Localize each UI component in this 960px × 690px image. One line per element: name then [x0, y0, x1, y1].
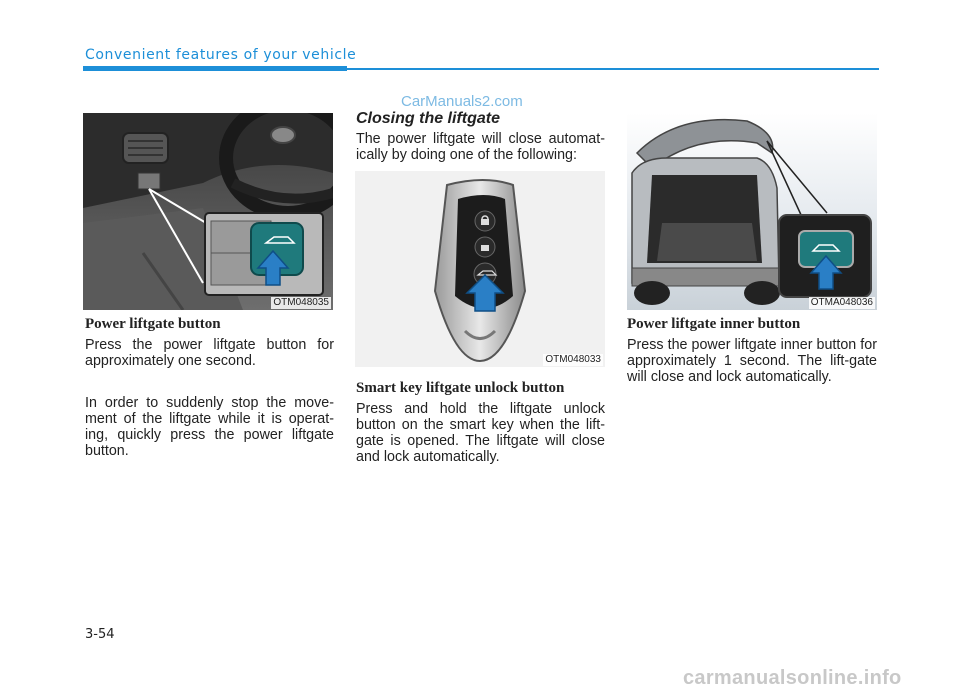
figure-liftgate-inner-button [627, 113, 877, 310]
figure-code: OTM048035 [273, 297, 329, 308]
paragraph: Press the power liftgate inner button for approximately 1 second. The lift-gate will close and lock automatically. [627, 337, 877, 385]
paragraph: The power liftgate will close automat-ically by doing one of the following: [356, 131, 605, 163]
watermark-bottom[interactable]: carmanualsonline.info [683, 667, 902, 689]
figure-dashboard-button [83, 113, 333, 310]
page-number: 3-54 [85, 627, 115, 642]
heading-power-liftgate-inner-button: Power liftgate inner button [627, 316, 801, 332]
dashboard-illustration [83, 113, 333, 310]
figure-code: OTMA048036 [810, 297, 873, 308]
heading-smart-key-liftgate-unlock-button: Smart key liftgate unlock button [356, 380, 565, 396]
liftgate-illustration [627, 113, 877, 310]
paragraph: Press the power liftgate button for approximately one second. [85, 337, 334, 369]
smart-key-illustration [355, 171, 605, 367]
header-rule-thick [83, 66, 347, 71]
section-title: Convenient features of your vehicle [85, 47, 357, 63]
paragraph: In order to suddenly stop the move-ment of the liftgate while it is operat-ing, quickly press the power liftgate button. [85, 395, 334, 459]
figure-smart-key [355, 171, 605, 367]
figure-code: OTM048033 [545, 354, 601, 365]
section-heading-closing-liftgate: Closing the liftgate [356, 110, 500, 127]
paragraph: Press and hold the liftgate unlock button on the smart key when the lift-gate is opened. The liftgate will close and lock automatically. [356, 401, 605, 465]
header-rule-thin [347, 68, 879, 70]
watermark-top[interactable]: CarManuals2.com [401, 93, 523, 110]
heading-power-liftgate-button: Power liftgate button [85, 316, 221, 332]
